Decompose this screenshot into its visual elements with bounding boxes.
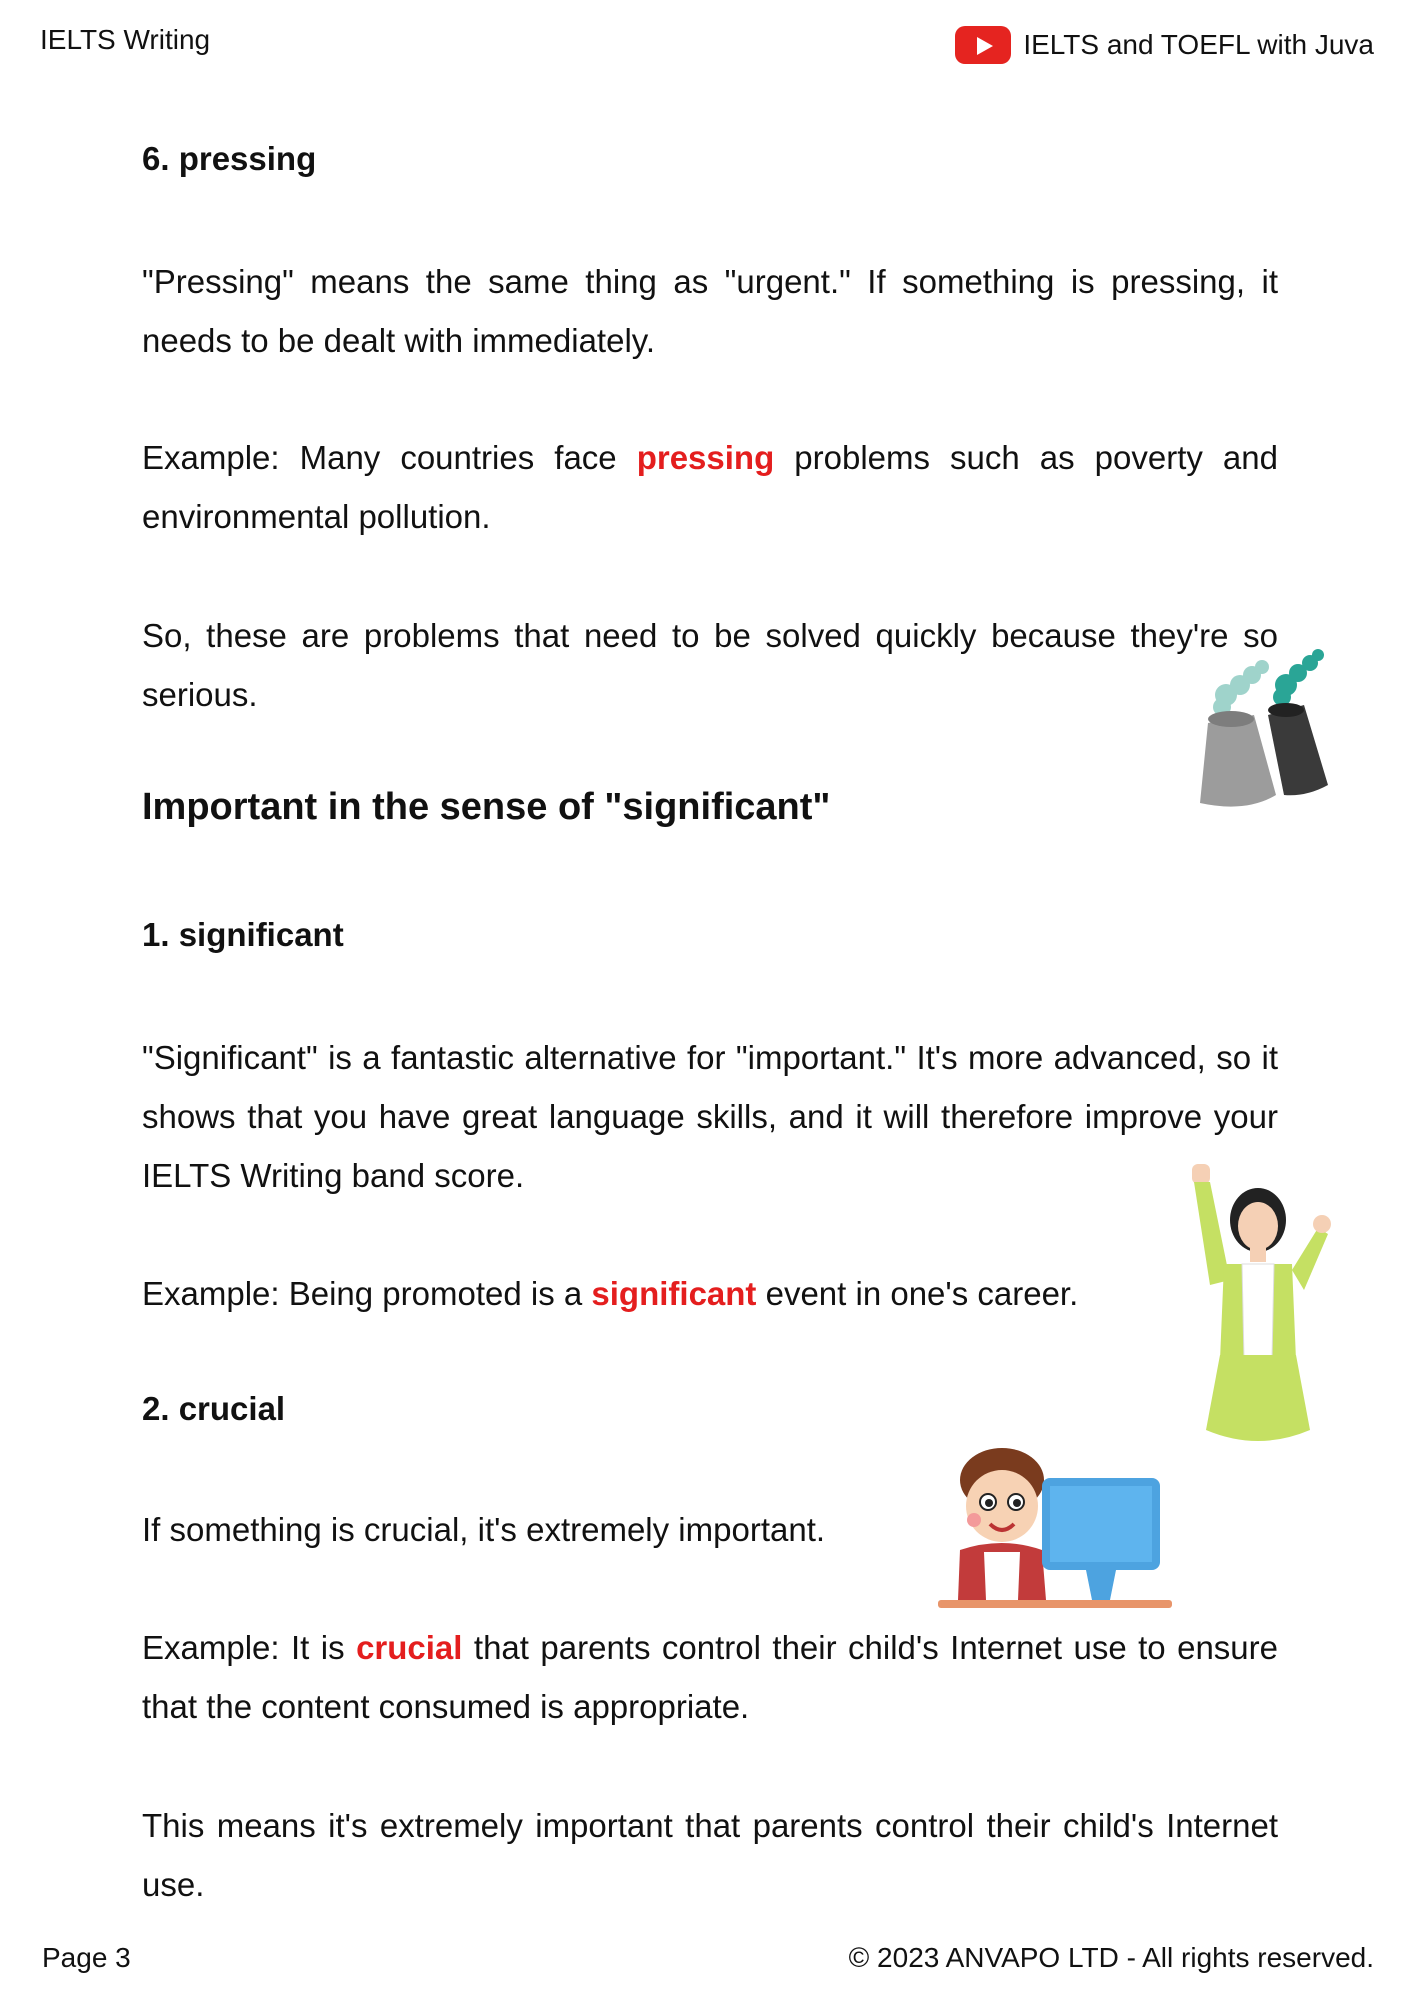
pressing-example: Example: Many countries face pressing problems such as poverty and environmental pollution. (142, 439, 1278, 535)
crucial-explanation: This means it's extremely important that parents control their child's Internet use. (142, 1807, 1278, 1903)
significant-example: Example: Being promoted is a significant event in one's career. (142, 1275, 1079, 1312)
copyright: © 2023 ANVAPO LTD - All rights reserved. (848, 1942, 1374, 1973)
factory-chimneys-illustration (1186, 645, 1336, 815)
highlight-significant: significant (591, 1275, 757, 1312)
significant-definition: "Significant" is a fantastic alternative for "important." It's more advanced, so it shows that you have great language skills, and it will therefore improve your IELTS Writing band score. (142, 1039, 1278, 1194)
heading-crucial: 2. crucial (142, 1390, 286, 1427)
pressing-explanation: So, these are problems that need to be solved quickly because they're so serious. (142, 617, 1278, 713)
youtube-play-icon (955, 26, 1011, 64)
boy-computer-illustration (930, 1440, 1180, 1620)
channel-credit (955, 26, 1374, 64)
crucial-definition: If something is crucial, it's extremely important. (142, 1511, 826, 1548)
heading-significant: 1. significant (142, 916, 344, 953)
pressing-definition: "Pressing" means the same thing as "urgent." If something is pressing, it needs to be dealt with immediately. (142, 263, 1278, 359)
heading-pressing: 6. pressing (142, 140, 317, 177)
highlight-pressing: pressing (636, 439, 775, 476)
page-number: Page 3 (42, 1942, 131, 1973)
channel-name: IELTS and TOEFL with Juva (1023, 29, 1374, 60)
crucial-example: Example: It is crucial that parents control their child's Internet use to ensure that the content consumed is appropriate. (142, 1629, 1279, 1725)
document-title: IELTS Writing (40, 24, 211, 55)
highlight-crucial: crucial (356, 1629, 463, 1666)
celebrating-woman-illustration (1180, 1160, 1340, 1450)
section-title: Important in the sense of "significant" (142, 786, 831, 828)
